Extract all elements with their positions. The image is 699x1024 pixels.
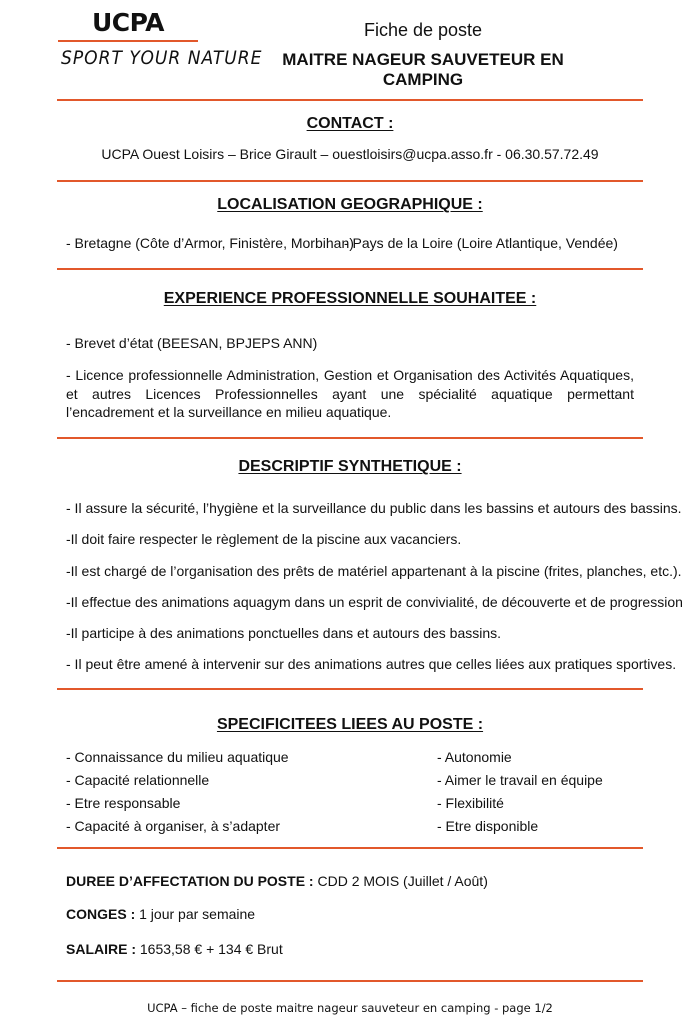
salaire-row [66,941,283,957]
experience-heading: EXPERIENCE PROFESSIONNELLE SOUHAITEE : [163,290,537,307]
logo-tagline: SPORT YOUR NATURE [61,47,263,69]
conges-value: 1 jour par semaine [139,906,256,922]
descriptif-item: - Il assure la sécurité, l’hygiène et la surveillance du public dans les bassins et autours des bassins. [66,500,682,516]
section-divider [57,688,643,690]
specificite-item: - Aimer le travail en équipe [437,772,603,788]
specificite-item: - Connaissance du milieu aquatique [66,749,289,765]
conges-row [66,906,255,922]
localisation-heading: LOCALISATION GEOGRAPHIQUE : [217,196,483,213]
section-divider [57,99,643,101]
descriptif-item: -Il est chargé de l’organisation des prêts de matériel appartenant à la piscine (frites, planches, etc.). [66,563,682,579]
page-footer: UCPA – fiche de poste maitre nageur sauveteur en camping - page 1/2 [147,1001,553,1015]
document-subtitle: Fiche de poste [363,20,483,40]
localisation-bretagne: - Bretagne (Côte d’Armor, Finistère, Morbihan) [66,235,354,251]
section-divider [57,180,643,182]
descriptif-item: -Il effectue des animations aquagym dans un esprit de convivialité, de découverte et de progression [66,594,683,610]
specificite-item: - Capacité relationnelle [66,772,210,788]
descriptif-item: -Il participe à des animations ponctuelles dans et autours des bassins. [66,625,502,641]
experience-item: - Brevet d’état (BEESAN, BPJEPS ANN) [66,335,318,351]
contact-line: UCPA Ouest Loisirs – Brice Girault – ouestloisirs@ucpa.asso.fr - 06.30.57.72.49 [101,146,599,162]
section-divider [57,847,643,849]
contact-heading: CONTACT : [306,115,394,132]
specificite-item: - Flexibilité [437,795,504,811]
document-title: MAITRE NAGEUR SAUVETEUR EN CAMPING [282,50,564,89]
duree-label: DUREE D’AFFECTATION DU POSTE : [66,873,314,889]
section-divider [57,437,643,439]
section-divider [57,268,643,270]
descriptif-item: - Il peut être amené à intervenir sur des animations autres que celles liées aux pratiques sportives. [66,656,677,672]
specificites-heading: SPECIFICITEES LIEES AU POSTE : [216,716,484,733]
duree-row [66,873,488,889]
localisation-pays-de-la-loire: - Pays de la Loire (Loire Atlantique, Vendée) [344,235,618,251]
descriptif-heading: DESCRIPTIF SYNTHETIQUE : [238,458,462,475]
conges-label: CONGES : [66,906,136,922]
specificite-item: - Etre disponible [437,818,539,834]
specificite-item: - Etre responsable [66,795,181,811]
specificite-item: - Autonomie [437,749,512,765]
specificite-item: - Capacité à organiser, à s’adapter [66,818,281,834]
logo-divider [58,40,198,42]
descriptif-item: -Il doit faire respecter le règlement de la piscine aux vacanciers. [66,531,462,547]
logo-brand: UCPA [92,8,165,37]
experience-item: - Licence professionnelle Administration, Gestion et Organisation des Activités Aquatiques, et autres Licences Professionnelles ayant une spécialité aquatique permettant l’encadrement et la surveillance en milieu aquatique. [66,367,634,420]
duree-value: CDD 2 MOIS (Juillet / Août) [317,873,488,889]
salaire-label: SALAIRE : [66,941,136,957]
section-divider [57,980,643,982]
salaire-value: 1653,58 € + 134 € Brut [139,941,283,957]
